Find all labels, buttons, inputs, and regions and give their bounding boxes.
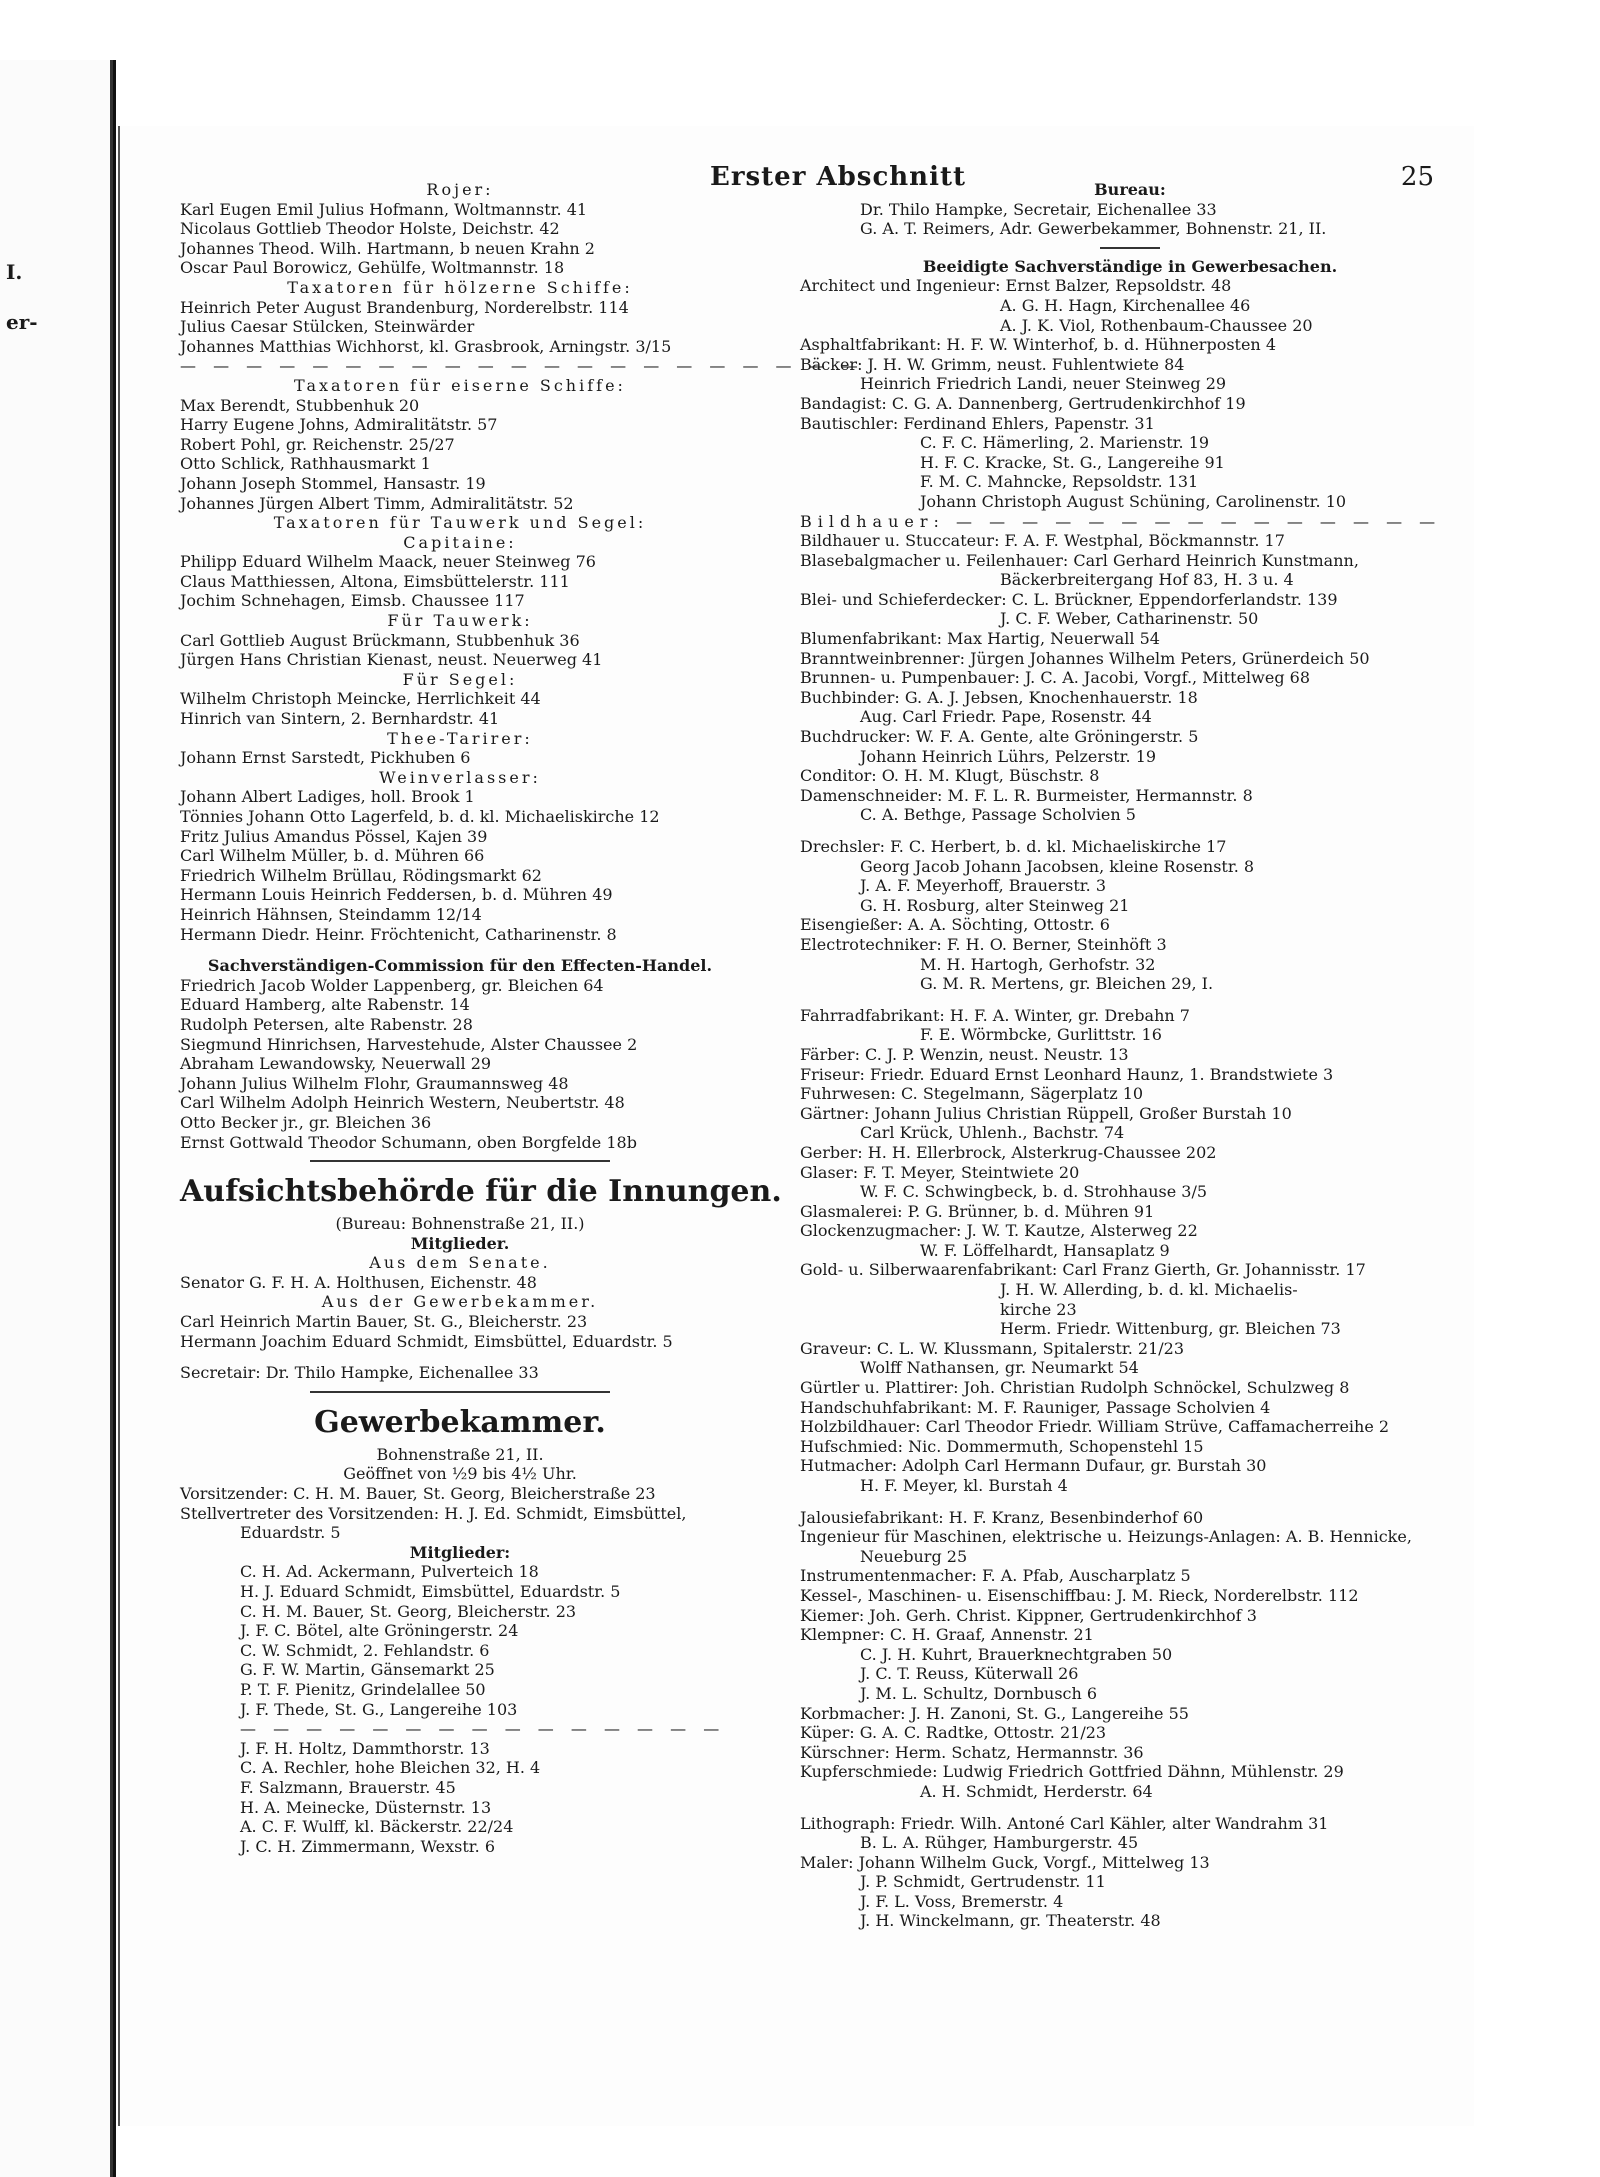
- text-line: J. F. H. Holtz, Dammthorstr. 13: [240, 1738, 490, 1758]
- text-line: Carl Wilhelm Adolph Heinrich Western, Neubertstr. 48: [180, 1093, 625, 1113]
- text-line: Jochim Schnehagen, Eimsb. Chaussee 117: [180, 591, 525, 611]
- text-line: Bildhauer: — — — — — — — — — — — — — — —: [800, 511, 1442, 531]
- text-line: Weinverlasser:: [379, 767, 541, 787]
- page-number: 25: [1400, 162, 1434, 192]
- text-line: Hinrich van Sintern, 2. Bernhardstr. 41: [180, 709, 500, 729]
- text-line: Aus dem Senate.: [369, 1253, 551, 1273]
- spacer: [800, 825, 1460, 837]
- text-line: C. W. Schmidt, 2. Fehlandstr. 6: [240, 1640, 490, 1660]
- text-line: Claus Matthiessen, Altona, Eimsbüttelerstr. 111: [180, 571, 570, 591]
- text-line: Friseur: Friedr. Eduard Ernst Leonhard Haunz, 1. Brandstwiete 3: [800, 1064, 1334, 1084]
- text-line: C. A. Rechler, hohe Bleichen 32, H. 4: [240, 1758, 541, 1778]
- text-line: Rudolph Petersen, alte Rabenstr. 28: [180, 1014, 473, 1034]
- text-line: Hermann Louis Heinrich Feddersen, b. d. Mühren 49: [180, 885, 613, 905]
- text-line: Aus der Gewerbekammer.: [321, 1292, 599, 1312]
- text-line: Johannes Jürgen Albert Timm, Admiralitätstr. 52: [180, 493, 574, 513]
- text-line: Für Tauwerk:: [387, 611, 533, 631]
- text-line: Johannes Theod. Wilh. Hartmann, b neuen Krahn 2: [180, 238, 595, 258]
- text-line: Johann Albert Ladiges, holl. Brook 1: [180, 787, 475, 807]
- text-line: Taxatoren für Tauwerk und Segel:: [273, 513, 647, 533]
- text-line: Fuhrwesen: C. Stegelmann, Sägerplatz 10: [800, 1084, 1144, 1104]
- text-line: Oscar Paul Borowicz, Gehülfe, Woltmannstr. 18: [180, 258, 565, 278]
- text-line: Graveur: C. L. W. Klussmann, Spitalerstr. 21/23: [800, 1338, 1184, 1358]
- prev-page-mark: er-: [6, 310, 38, 334]
- text-line: (Bureau: Bohnenstraße 21, II.): [335, 1214, 585, 1234]
- document-page: [118, 126, 1474, 2126]
- text-line: H. F. C. Kracke, St. G., Langereihe 91: [920, 452, 1225, 472]
- text-line: Heinrich Friedrich Landi, neuer Steinweg 29: [860, 374, 1227, 394]
- text-line: Sachverständigen-Commission für den Effecten-Handel.: [207, 956, 713, 976]
- text-line: Philipp Eduard Wilhelm Maack, neuer Steinweg 76: [180, 552, 596, 572]
- text-line: Georg Jacob Johann Jacobsen, kleine Rosenstr. 8: [860, 856, 1255, 876]
- previous-page-edge: [0, 60, 113, 2177]
- text-line: Otto Becker jr., gr. Bleichen 36: [180, 1112, 432, 1132]
- text-line: A. G. H. Hagn, Kirchenallee 46: [1000, 295, 1251, 315]
- text-line: Taxatoren für hölzerne Schiffe:: [287, 277, 633, 297]
- text-line: Aug. Carl Friedr. Pape, Rosenstr. 44: [860, 707, 1152, 727]
- text-line: Glasmalerei: P. G. Brünner, b. d. Mühren 91: [800, 1201, 1155, 1221]
- text-line: Hutmacher: Adolph Carl Hermann Dufaur, gr. Burstah 30: [800, 1456, 1267, 1476]
- text-line: Buchbinder: G. A. J. Jebsen, Knochenhauerstr. 18: [800, 687, 1198, 707]
- text-line: Kupferschmiede: Ludwig Friedrich Gottfried Dähnn, Mühlenstr. 29: [800, 1762, 1344, 1782]
- text-line: Herm. Friedr. Wittenburg, gr. Bleichen 73: [1000, 1319, 1341, 1339]
- text-line: Kiemer: Joh. Gerh. Christ. Kippner, Gertrudenkirchhof 3: [800, 1605, 1257, 1625]
- text-line: Nicolaus Gottlieb Theodor Holste, Deichstr. 42: [180, 219, 560, 239]
- text-line: J. C. F. Weber, Catharinenstr. 50: [1000, 609, 1259, 629]
- text-line: kirche 23: [1000, 1299, 1077, 1319]
- text-line: Bäcker: J. H. W. Grimm, neust. Fuhlentwiete 84: [800, 354, 1185, 374]
- text-line: Capitaine:: [403, 532, 517, 552]
- text-line: Gerber: H. H. Ellerbrock, Alsterkrug-Chaussee 202: [800, 1142, 1217, 1162]
- text-line: J. F. Thede, St. G., Langereihe 103: [240, 1699, 518, 1719]
- text-line: J. C. H. Zimmermann, Wexstr. 6: [240, 1836, 496, 1856]
- text-line: Bäckerbreitergang Hof 83, H. 3 u. 4: [1000, 570, 1294, 590]
- text-line: Bautischler: Ferdinand Ehlers, Papenstr. 31: [800, 413, 1155, 433]
- section-title: Erster Abschnitt: [710, 162, 966, 192]
- text-line: Gärtner: Johann Julius Christian Rüppell, Großer Burstah 10: [800, 1103, 1292, 1123]
- text-line: Carl Krück, Uhlenh., Bachstr. 74: [860, 1123, 1125, 1143]
- text-line: Mitglieder:: [409, 1542, 511, 1562]
- text-line: Vorsitzender: C. H. M. Bauer, St. Georg, Bleicherstraße 23: [180, 1484, 656, 1504]
- text-line: J. F. L. Voss, Bremerstr. 4: [860, 1891, 1064, 1911]
- text-line: Rojer:: [426, 180, 494, 199]
- text-line: Hermann Joachim Eduard Schmidt, Eimsbüttel, Eduardstr. 5: [180, 1331, 673, 1351]
- text-line: Carl Gottlieb August Brückmann, Stubbenhuk 36: [180, 630, 580, 650]
- text-line: Bureau:: [1094, 180, 1166, 199]
- text-line: J. M. L. Schultz, Dornbusch 6: [860, 1683, 1098, 1703]
- text-line: B. L. A. Rühger, Hamburgerstr. 45: [860, 1833, 1139, 1853]
- text-line: C. H. Ad. Ackermann, Pulverteich 18: [240, 1562, 539, 1582]
- text-line: Tönnies Johann Otto Lagerfeld, b. d. kl. Michaeliskirche 12: [180, 807, 660, 826]
- text-line: Harry Eugene Johns, Admiralitätstr. 57: [180, 415, 498, 435]
- text-line: J. C. T. Reuss, Küterwall 26: [860, 1664, 1079, 1684]
- text-line: Glockenzugmacher: J. W. T. Kautze, Alsterweg 22: [800, 1221, 1198, 1241]
- prev-page-mark: I.: [6, 260, 23, 284]
- text-line: C. H. M. Bauer, St. Georg, Bleicherstr. 23: [240, 1601, 577, 1621]
- text-line: Korbmacher: J. H. Zanoni, St. G., Langereihe 55: [800, 1703, 1189, 1723]
- text-line: Wilhelm Christoph Meincke, Herrlichkeit 44: [180, 689, 541, 709]
- text-line: Buchdrucker: W. F. A. Gente, alte Gröningerstr. 5: [800, 727, 1199, 747]
- text-line: Bandagist: C. G. A. Dannenberg, Gertrudenkirchhof 19: [800, 393, 1246, 413]
- text-line: Handschuhfabrikant: M. F. Rauniger, Passage Scholvien 4: [800, 1397, 1271, 1417]
- text-line: A. J. K. Viol, Rothenbaum-Chaussee 20: [1000, 315, 1313, 335]
- text-line: J. H. W. Allerding, b. d. kl. Michaelis-: [1000, 1280, 1298, 1300]
- text-line: Blei- und Schieferdecker: C. L. Brückner, Eppendorferlandstr. 139: [800, 589, 1338, 609]
- text-line: Johann Ernst Sarstedt, Pickhuben 6: [180, 748, 471, 768]
- text-line: Architect und Ingenieur: Ernst Balzer, Repsoldstr. 48: [800, 276, 1232, 296]
- text-line: Friedrich Wilhelm Brüllau, Rödingsmarkt 62: [180, 865, 542, 885]
- text-line: Jürgen Hans Christian Kienast, neust. Neuerweg 41: [180, 650, 603, 670]
- text-line: Damenschneider: M. F. L. R. Burmeister, Hermannstr. 8: [800, 785, 1253, 805]
- text-line: M. H. Hartogh, Gerhofstr. 32: [920, 954, 1156, 974]
- spacer: [180, 1351, 740, 1363]
- text-line: H. J. Eduard Schmidt, Eimsbüttel, Eduardstr. 5: [240, 1582, 621, 1601]
- text-line: G. H. Rosburg, alter Steinweg 21: [860, 895, 1130, 915]
- text-line: Ernst Gottwald Theodor Schumann, oben Borgfelde 18b: [180, 1132, 637, 1152]
- text-line: Eduardstr. 5: [240, 1523, 341, 1543]
- text-line: F. M. C. Mahncke, Repsoldstr. 131: [920, 472, 1199, 492]
- text-line: A. H. Schmidt, Herderstr. 64: [920, 1781, 1153, 1801]
- text-line: Conditor: O. H. M. Klugt, Büschstr. 8: [800, 766, 1100, 786]
- text-line: F. Salzmann, Brauerstr. 45: [240, 1777, 456, 1797]
- text-line: Fritz Julius Amandus Pössel, Kajen 39: [180, 826, 488, 846]
- spacer: [800, 1496, 1460, 1508]
- text-line: Gewerbekammer.: [314, 1404, 606, 1440]
- text-line: Electrotechniker: F. H. O. Berner, Steinhöft 3: [800, 934, 1167, 954]
- text-line: Glaser: F. T. Meyer, Steintwiete 20: [800, 1162, 1080, 1182]
- text-line: Heinrich Hähnsen, Steindamm 12/14: [180, 904, 482, 924]
- divider: [1100, 247, 1160, 249]
- text-line: Ingenieur für Maschinen, elektrische u. Heizungs-Anlagen: A. B. Hennicke,: [800, 1527, 1412, 1547]
- text-line: Jalousiefabrikant: H. F. Kranz, Besenbinderhof 60: [800, 1507, 1204, 1527]
- spacer: [800, 1802, 1460, 1814]
- text-line: Lithograph: Friedr. Wilh. Antoné Carl Kähler, alter Wandrahm 31: [800, 1813, 1329, 1833]
- text-line: Maler: Johann Wilhelm Guck, Vorgf., Mittelweg 13: [800, 1852, 1210, 1872]
- text-line: Färber: C. J. P. Wenzin, neust. Neustr. 13: [800, 1044, 1129, 1064]
- text-line: J. A. F. Meyerhoff, Brauerstr. 3: [860, 876, 1107, 896]
- text-line: G. M. R. Mertens, gr. Bleichen 29, I.: [920, 974, 1214, 994]
- text-line: Neueburg 25: [860, 1546, 968, 1566]
- text-line: Geöffnet von ½9 bis 4½ Uhr.: [343, 1464, 577, 1484]
- text-line: Dr. Thilo Hampke, Secretair, Eichenallee 33: [860, 199, 1217, 219]
- text-line: Siegmund Hinrichsen, Harvestehude, Alster Chaussee 2: [180, 1034, 638, 1054]
- text-line: J. F. C. Bötel, alte Gröningerstr. 24: [240, 1621, 519, 1641]
- text-line: Branntweinbrenner: Jürgen Johannes Wilhelm Peters, Grünerdeich 50: [800, 648, 1370, 668]
- text-line: Johann Heinrich Lührs, Pelzerstr. 19: [860, 746, 1157, 766]
- text-line: Johann Joseph Stommel, Hansastr. 19: [180, 473, 486, 493]
- text-line: Instrumentenmacher: F. A. Pfab, Auscharplatz 5: [800, 1566, 1191, 1586]
- text-line: Bildhauer u. Stuccateur: F. A. F. Westphal, Böckmannstr. 17: [800, 531, 1285, 551]
- text-line: Mitglieder.: [410, 1233, 510, 1253]
- text-line: Gürtler u. Plattirer: Joh. Christian Rudolph Schnöckel, Schulzweg 8: [800, 1378, 1350, 1398]
- text-line: J. P. Schmidt, Gertrudenstr. 11: [860, 1872, 1106, 1892]
- text-line: Hufschmied: Nic. Dommermuth, Schopenstehl 15: [800, 1436, 1204, 1456]
- text-line: Wolff Nathansen, gr. Neumarkt 54: [860, 1358, 1139, 1378]
- left-column: [180, 180, 864, 1856]
- text-line: Hermann Diedr. Heinr. Fröchtenicht, Catharinenstr. 8: [180, 924, 617, 944]
- text-line: Johann Christoph August Schüning, Carolinenstr. 10: [920, 491, 1347, 511]
- text-line: C. F. C. Hämerling, 2. Marienstr. 19: [920, 433, 1210, 453]
- text-line: Eduard Hamberg, alte Rabenstr. 14: [180, 995, 470, 1015]
- text-line: Brunnen- u. Pumpenbauer: J. C. A. Jacobi, Vorgf., Mittelweg 68: [800, 668, 1311, 688]
- text-line: Secretair: Dr. Thilo Hampke, Eichenallee 33: [180, 1363, 539, 1383]
- text-line: Senator G. F. H. A. Holthusen, Eichenstr. 48: [180, 1272, 537, 1292]
- text-line: Für Segel:: [402, 669, 518, 689]
- text-line: Kessel-, Maschinen- u. Eisenschiffbau: J. M. Rieck, Norderelbstr. 112: [800, 1585, 1359, 1605]
- text-line: Bohnenstraße 21, II.: [376, 1444, 544, 1464]
- text-line: W. F. Löffelhardt, Hansaplatz 9: [920, 1240, 1170, 1260]
- text-line: Johann Julius Wilhelm Flohr, Graumannsweg 48: [180, 1073, 569, 1093]
- text-line: C. J. H. Kuhrt, Brauerknechtgraben 50: [860, 1644, 1173, 1664]
- text-line: Heinrich Peter August Brandenburg, Norderelbstr. 114: [180, 297, 629, 317]
- text-line: Friedrich Jacob Wolder Lappenberg, gr. Bleichen 64: [180, 975, 604, 995]
- text-line: Blumenfabrikant: Max Hartig, Neuerwall 54: [800, 629, 1160, 649]
- text-line: Gold- u. Silberwaarenfabrikant: Carl Franz Gierth, Gr. Johannisstr. 17: [800, 1260, 1366, 1280]
- text-line: Eisengießer: A. A. Söchting, Ottostr. 6: [800, 915, 1110, 935]
- right-column: [800, 180, 1460, 1931]
- text-line: Asphaltfabrikant: H. F. W. Winterhof, b. d. Hühnerposten 4: [800, 335, 1276, 355]
- text-line: A. C. F. Wulff, kl. Bäckerstr. 22/24: [240, 1817, 514, 1837]
- spacer: [180, 944, 740, 956]
- text-line: Taxatoren für eiserne Schiffe:: [294, 375, 626, 395]
- text-line: Johannes Matthias Wichhorst, kl. Grasbrook, Arningstr. 3/15: [180, 336, 672, 356]
- text-line: F. E. Wörmbcke, Gurlittstr. 16: [920, 1025, 1162, 1045]
- text-line: Holzbildhauer: Carl Theodor Friedr. William Strüve, Caffamacherreihe 2: [800, 1417, 1390, 1437]
- text-line: Beeidigte Sachverständige in Gewerbesachen.: [922, 256, 1338, 276]
- text-line: H. A. Meinecke, Düsternstr. 13: [240, 1797, 492, 1817]
- spacer: [800, 994, 1460, 1006]
- text-line: W. F. C. Schwingbeck, b. d. Strohhause 3/5: [860, 1182, 1208, 1202]
- text-line: P. T. F. Pienitz, Grindelallee 50: [240, 1679, 486, 1699]
- text-line: — — — — — — — — — — — — — — — — — — — — —: [180, 356, 864, 376]
- text-line: Carl Wilhelm Müller, b. d. Mühren 66: [180, 846, 485, 866]
- text-line: Otto Schlick, Rathhausmarkt 1: [180, 454, 431, 474]
- text-line: Robert Pohl, gr. Reichenstr. 25/27: [180, 434, 455, 454]
- text-line: Blasebalgmacher u. Feilenhauer: Carl Gerhard Heinrich Kunstmann,: [800, 550, 1359, 570]
- text-line: Carl Heinrich Martin Bauer, St. G., Bleicherstr. 23: [180, 1312, 588, 1332]
- text-line: C. A. Bethge, Passage Scholvien 5: [860, 805, 1136, 825]
- text-line: Küper: G. A. C. Radtke, Ottostr. 21/23: [800, 1723, 1107, 1743]
- text-line: — — — — — — — — — — — — — — —: [240, 1719, 726, 1739]
- text-line: Thee-Tarirer:: [387, 728, 533, 748]
- text-line: G. A. T. Reimers, Adr. Gewerbekammer, Bohnenstr. 21, II.: [860, 219, 1327, 239]
- text-line: J. H. Winckelmann, gr. Theaterstr. 48: [860, 1911, 1161, 1931]
- text-line: Klempner: C. H. Graaf, Annenstr. 21: [800, 1625, 1094, 1645]
- divider: [310, 1160, 610, 1162]
- text-line: H. F. Meyer, kl. Burstah 4: [860, 1476, 1068, 1495]
- divider: [310, 1391, 610, 1393]
- text-line: Julius Caesar Stülcken, Steinwärder: [180, 317, 475, 337]
- text-line: Aufsichtsbehörde für die Innungen.: [180, 1174, 782, 1210]
- text-line: Fahrradfabrikant: H. F. A. Winter, gr. Drebahn 7: [800, 1005, 1190, 1025]
- text-line: Kürschner: Herm. Schatz, Hermannstr. 36: [800, 1742, 1144, 1762]
- text-line: Max Berendt, Stubbenhuk 20: [180, 395, 420, 415]
- text-line: Karl Eugen Emil Julius Hofmann, Woltmannstr. 41: [180, 199, 588, 219]
- text-line: Drechsler: F. C. Herbert, b. d. kl. Michaeliskirche 17: [800, 837, 1227, 856]
- text-line: Stellvertreter des Vorsitzenden: H. J. Ed. Schmidt, Eimsbüttel,: [180, 1503, 687, 1523]
- text-line: Abraham Lewandowsky, Neuerwall 29: [180, 1054, 492, 1074]
- text-line: G. F. W. Martin, Gänsemarkt 25: [240, 1660, 495, 1680]
